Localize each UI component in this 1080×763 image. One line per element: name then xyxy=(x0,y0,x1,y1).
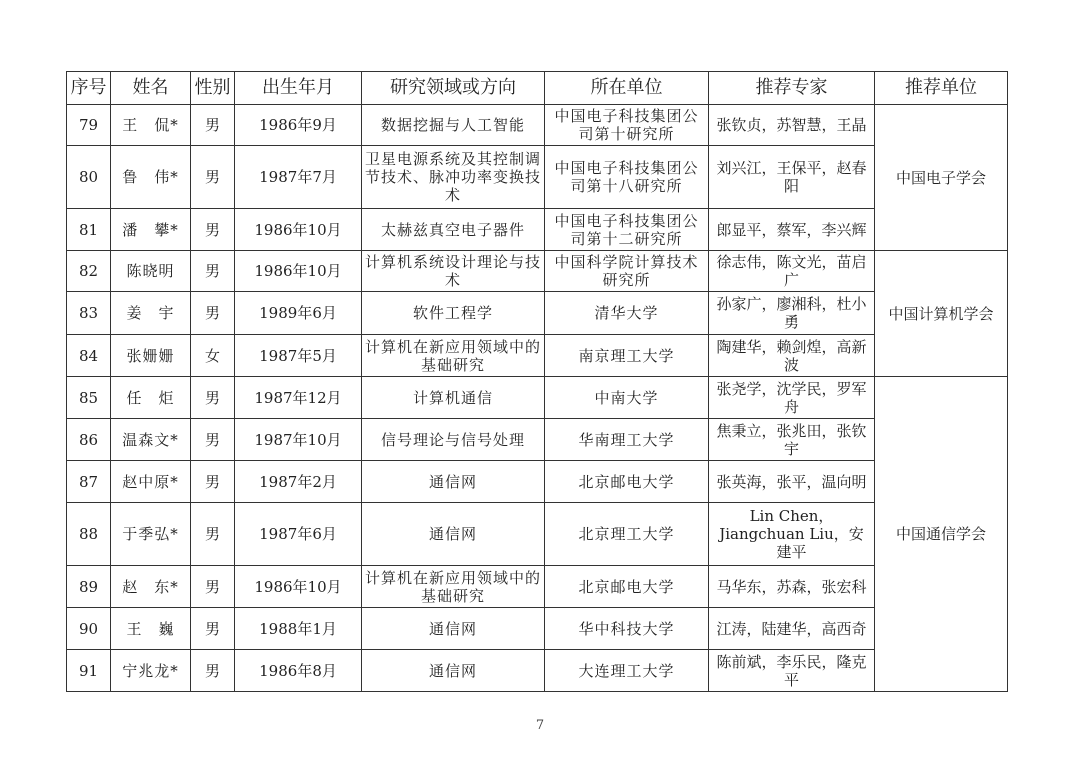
row-experts: 徐志伟，陈文光，苗启广 xyxy=(709,251,875,292)
row-gender: 男 xyxy=(191,503,235,566)
row-name: 宁兆龙* xyxy=(111,650,191,692)
header-birth: 出生年月 xyxy=(235,72,362,105)
row-name: 王 侃* xyxy=(111,105,191,146)
row-field: 通信网 xyxy=(362,461,545,503)
row-experts: Lin Chen，Jiangchuan Liu，安建平 xyxy=(709,503,875,566)
row-name: 任 炬 xyxy=(111,377,191,419)
row-gender: 男 xyxy=(191,461,235,503)
row-name: 潘 攀* xyxy=(111,209,191,251)
header-experts: 推荐专家 xyxy=(709,72,875,105)
row-birth: 1986年10月 xyxy=(235,209,362,251)
row-birth: 1987年7月 xyxy=(235,146,362,209)
row-experts: 焦秉立，张兆田，张钦宇 xyxy=(709,419,875,461)
row-field: 计算机通信 xyxy=(362,377,545,419)
row-experts: 刘兴江，王保平，赵春阳 xyxy=(709,146,875,209)
org-cell: 中国电子学会 xyxy=(875,105,1008,251)
row-gender: 男 xyxy=(191,419,235,461)
header-org: 推荐单位 xyxy=(875,72,1008,105)
header-unit: 所在单位 xyxy=(545,72,709,105)
row-experts: 张英海，张平，温向明 xyxy=(709,461,875,503)
row-field: 通信网 xyxy=(362,503,545,566)
row-num: 87 xyxy=(67,461,111,503)
row-experts: 孙家广，廖湘科，杜小勇 xyxy=(709,292,875,335)
row-birth: 1986年10月 xyxy=(235,251,362,292)
row-field: 计算机在新应用领域中的基础研究 xyxy=(362,566,545,608)
row-unit: 华南理工大学 xyxy=(545,419,709,461)
row-experts: 陈前斌，李乐民，隆克平 xyxy=(709,650,875,692)
table-row xyxy=(67,292,1008,335)
row-field: 软件工程学 xyxy=(362,292,545,335)
row-name: 鲁 伟* xyxy=(111,146,191,209)
row-gender: 男 xyxy=(191,292,235,335)
row-birth: 1988年1月 xyxy=(235,608,362,650)
row-experts: 郎显平，蔡军，李兴辉 xyxy=(709,209,875,251)
row-unit: 中国电子科技集团公司第十研究所 xyxy=(545,105,709,146)
row-num: 85 xyxy=(67,377,111,419)
table-row xyxy=(67,608,1008,650)
row-field: 太赫兹真空电子器件 xyxy=(362,209,545,251)
row-name: 张姗姗 xyxy=(111,335,191,377)
table-row xyxy=(67,503,1008,566)
row-experts: 马华东，苏森，张宏科 xyxy=(709,566,875,608)
row-field: 计算机在新应用领域中的基础研究 xyxy=(362,335,545,377)
row-experts: 陶建华，赖剑煌，高新波 xyxy=(709,335,875,377)
row-birth: 1987年6月 xyxy=(235,503,362,566)
row-num: 86 xyxy=(67,419,111,461)
table-row xyxy=(67,566,1008,608)
table-row xyxy=(67,146,1008,209)
row-num: 90 xyxy=(67,608,111,650)
table-row xyxy=(67,419,1008,461)
org-cell: 中国计算机学会 xyxy=(875,251,1008,377)
row-birth: 1986年9月 xyxy=(235,105,362,146)
row-gender: 男 xyxy=(191,209,235,251)
table-row xyxy=(67,377,1008,419)
table-row xyxy=(67,650,1008,692)
row-num: 89 xyxy=(67,566,111,608)
row-field: 卫星电源系统及其控制调节技术、脉冲功率变换技术 xyxy=(362,146,545,209)
row-num: 82 xyxy=(67,251,111,292)
row-name: 王 巍 xyxy=(111,608,191,650)
nominee-table xyxy=(66,71,1008,692)
row-experts: 江涛，陆建华，高西奇 xyxy=(709,608,875,650)
row-unit: 北京邮电大学 xyxy=(545,461,709,503)
org-cell: 中国通信学会 xyxy=(875,377,1008,692)
row-gender: 男 xyxy=(191,608,235,650)
row-name: 姜 宇 xyxy=(111,292,191,335)
row-unit: 中南大学 xyxy=(545,377,709,419)
row-name: 于季弘* xyxy=(111,503,191,566)
header-num: 序号 xyxy=(67,72,111,105)
header-field: 研究领域或方向 xyxy=(362,72,545,105)
row-unit: 北京邮电大学 xyxy=(545,566,709,608)
row-gender: 男 xyxy=(191,650,235,692)
row-num: 91 xyxy=(67,650,111,692)
row-field: 计算机系统设计理论与技术 xyxy=(362,251,545,292)
header-gender: 性别 xyxy=(191,72,235,105)
row-gender: 男 xyxy=(191,251,235,292)
row-unit: 华中科技大学 xyxy=(545,608,709,650)
row-field: 数据挖掘与人工智能 xyxy=(362,105,545,146)
row-num: 84 xyxy=(67,335,111,377)
header-name: 姓名 xyxy=(111,72,191,105)
row-field: 信号理论与信号处理 xyxy=(362,419,545,461)
row-num: 83 xyxy=(67,292,111,335)
row-field: 通信网 xyxy=(362,650,545,692)
table-row xyxy=(67,105,1008,146)
row-num: 81 xyxy=(67,209,111,251)
row-gender: 男 xyxy=(191,377,235,419)
page-number: 7 xyxy=(535,718,545,733)
row-birth: 1986年8月 xyxy=(235,650,362,692)
row-unit: 清华大学 xyxy=(545,292,709,335)
row-unit: 中国电子科技集团公司第十二研究所 xyxy=(545,209,709,251)
row-name: 温森文* xyxy=(111,419,191,461)
row-experts: 张钦贞，苏智慧，王晶 xyxy=(709,105,875,146)
row-gender: 男 xyxy=(191,146,235,209)
row-birth: 1987年10月 xyxy=(235,419,362,461)
row-unit: 北京理工大学 xyxy=(545,503,709,566)
row-gender: 男 xyxy=(191,105,235,146)
row-birth: 1987年2月 xyxy=(235,461,362,503)
row-num: 88 xyxy=(67,503,111,566)
row-gender: 女 xyxy=(191,335,235,377)
row-name: 赵 东* xyxy=(111,566,191,608)
table-row xyxy=(67,251,1008,292)
row-unit: 中国电子科技集团公司第十八研究所 xyxy=(545,146,709,209)
row-unit: 中国科学院计算技术研究所 xyxy=(545,251,709,292)
table-row xyxy=(67,461,1008,503)
row-birth: 1987年12月 xyxy=(235,377,362,419)
table-row xyxy=(67,335,1008,377)
header-row xyxy=(67,72,1008,105)
row-birth: 1989年6月 xyxy=(235,292,362,335)
row-num: 79 xyxy=(67,105,111,146)
row-unit: 大连理工大学 xyxy=(545,650,709,692)
row-field: 通信网 xyxy=(362,608,545,650)
row-experts: 张尧学，沈学民，罗军舟 xyxy=(709,377,875,419)
row-name: 赵中原* xyxy=(111,461,191,503)
row-gender: 男 xyxy=(191,566,235,608)
row-birth: 1986年10月 xyxy=(235,566,362,608)
table-row xyxy=(67,209,1008,251)
row-name: 陈晓明 xyxy=(111,251,191,292)
row-birth: 1987年5月 xyxy=(235,335,362,377)
row-unit: 南京理工大学 xyxy=(545,335,709,377)
row-num: 80 xyxy=(67,146,111,209)
